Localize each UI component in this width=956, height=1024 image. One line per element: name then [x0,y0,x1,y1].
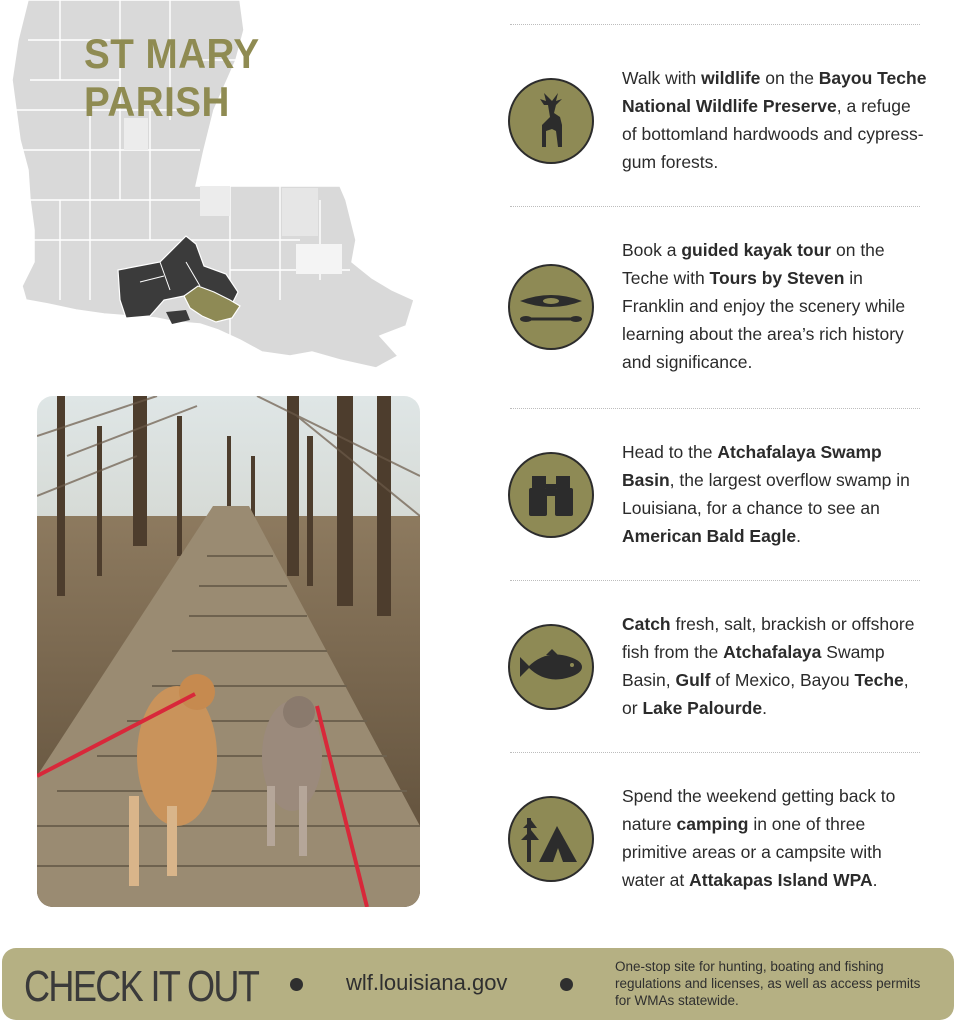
activity-text [622,236,928,376]
body-text: Book a [622,240,682,260]
body-text: Spend the weekend getting back to nature [622,786,896,834]
binoculars-icon [508,452,594,538]
divider [510,752,920,753]
map-title: ST MARY PARISH [84,30,259,125]
deer-icon [508,78,594,164]
highlight-text: Bayou Teche National Wildlife Preserve [622,68,927,116]
highlight-text: Lake Palourde [642,698,763,718]
tent-icon [508,796,594,882]
body-text: Walk with [622,68,702,88]
body-text: , or [622,670,909,718]
body-text: Swamp Basin, [622,642,885,690]
highlight-text: Atchafalaya [723,642,822,662]
highlight-text: guided kayak tour [681,240,832,260]
activity-item-swamp [508,438,928,558]
highlight-text: Attakapas Island WPA [689,870,873,890]
body-text: , a refuge of bottomland hardwoods and cypress-gum forests. [622,96,924,172]
highlight-text: camping [676,814,749,834]
bullet-dot [290,978,303,991]
body-text: Head to the [622,442,718,462]
boardwalk-photo [37,396,420,907]
body-text: on the Teche with [622,240,885,288]
highlight-text: Gulf [675,670,711,690]
divider [510,24,920,25]
activity-item-fishing [508,610,928,730]
activity-item-camping [508,782,928,902]
divider [510,206,920,207]
check-it-out-banner [2,948,954,1020]
activity-text [622,610,928,722]
bullet-dot [560,978,573,991]
divider [510,408,920,409]
activity-item-wildlife [508,64,928,194]
body-text: on the [760,68,819,88]
highlight-text: wildlife [701,68,761,88]
highlight-text: American Bald Eagle [622,526,797,546]
kayak-icon [508,264,594,350]
highlight-text: Teche [854,670,904,690]
activity-text [622,64,928,176]
body-text: . [872,870,878,890]
banner-title: CHECK IT OUT [24,962,259,1011]
fish-icon [508,624,594,710]
body-text: , the largest overflow swamp in Louisiana, for a chance to see an [622,470,910,518]
highlight-text: Atchafalaya Swamp Basin [622,442,882,490]
body-text: of Mexico, Bayou [710,670,855,690]
body-text: in Franklin and enjoy the scenery while learning about the area’s rich history and significance. [622,268,906,372]
body-text: . [796,526,801,546]
activity-text [622,438,928,550]
body-text: in one of three primitive areas or a campsite with water at [622,814,882,890]
activity-item-kayak [508,236,928,386]
body-text: fresh, salt, brackish or offshore fish from the [622,614,915,662]
highlight-text: Catch [622,614,671,634]
louisiana-map [0,0,440,370]
banner-description: One-stop site for hunting, boating and fishing regulations and licenses, as well as access permits for WMAs statewide. [615,959,921,1008]
website-link[interactable]: wlf.louisiana.gov [346,970,508,995]
highlight-text: Tours by Steven [709,268,845,288]
body-text: . [762,698,767,718]
activity-text [622,782,928,894]
divider [510,580,920,581]
